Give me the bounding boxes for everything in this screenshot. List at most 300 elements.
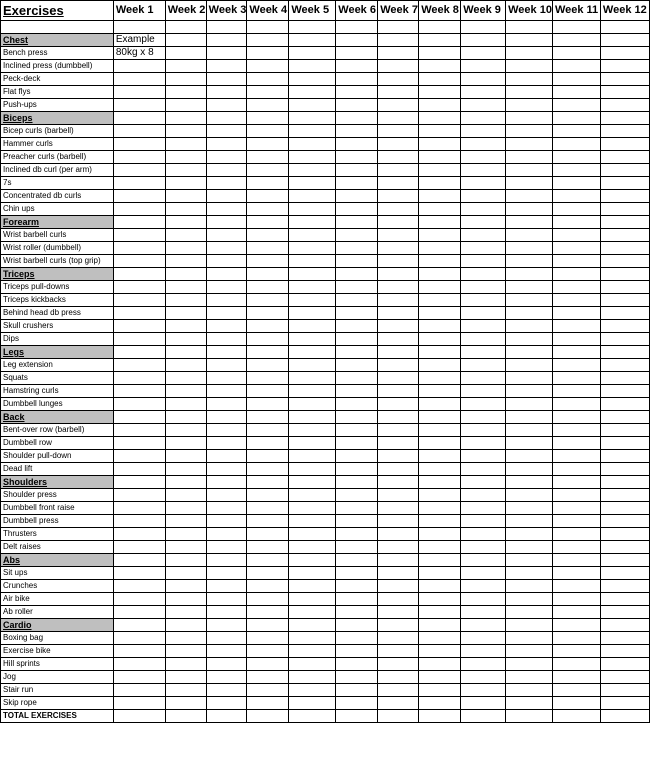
log-cell[interactable] bbox=[552, 450, 600, 463]
log-cell[interactable] bbox=[378, 190, 419, 203]
log-cell[interactable] bbox=[113, 190, 165, 203]
log-cell[interactable] bbox=[461, 125, 506, 138]
log-cell[interactable] bbox=[378, 359, 419, 372]
log-cell[interactable] bbox=[289, 398, 336, 411]
log-cell[interactable] bbox=[289, 346, 336, 359]
log-cell[interactable] bbox=[506, 437, 553, 450]
log-cell[interactable] bbox=[165, 307, 206, 320]
log-cell[interactable] bbox=[113, 671, 165, 684]
log-cell[interactable] bbox=[419, 541, 461, 554]
log-cell[interactable] bbox=[506, 203, 553, 216]
log-cell[interactable] bbox=[552, 203, 600, 216]
log-cell[interactable] bbox=[206, 333, 247, 346]
log-cell[interactable] bbox=[113, 541, 165, 554]
log-cell[interactable] bbox=[289, 372, 336, 385]
log-cell[interactable] bbox=[419, 424, 461, 437]
log-cell[interactable] bbox=[600, 333, 649, 346]
log-cell[interactable] bbox=[378, 99, 419, 112]
log-cell[interactable] bbox=[552, 684, 600, 697]
log-cell[interactable] bbox=[336, 164, 378, 177]
log-cell[interactable] bbox=[461, 710, 506, 723]
log-cell[interactable] bbox=[165, 424, 206, 437]
log-cell[interactable] bbox=[206, 476, 247, 489]
log-cell[interactable] bbox=[378, 73, 419, 86]
log-cell[interactable] bbox=[506, 463, 553, 476]
log-cell[interactable] bbox=[506, 190, 553, 203]
log-cell[interactable] bbox=[378, 515, 419, 528]
log-cell[interactable] bbox=[206, 99, 247, 112]
log-cell[interactable] bbox=[461, 411, 506, 424]
log-cell[interactable] bbox=[247, 125, 289, 138]
log-cell[interactable] bbox=[419, 281, 461, 294]
log-cell[interactable] bbox=[336, 580, 378, 593]
log-cell[interactable] bbox=[336, 437, 378, 450]
log-cell[interactable] bbox=[336, 190, 378, 203]
log-cell[interactable] bbox=[552, 47, 600, 60]
log-cell[interactable] bbox=[506, 346, 553, 359]
log-cell[interactable] bbox=[206, 47, 247, 60]
log-cell[interactable] bbox=[289, 554, 336, 567]
log-cell[interactable] bbox=[247, 463, 289, 476]
log-cell[interactable] bbox=[600, 385, 649, 398]
log-cell[interactable] bbox=[247, 47, 289, 60]
log-cell[interactable] bbox=[336, 424, 378, 437]
log-cell[interactable] bbox=[336, 463, 378, 476]
log-cell[interactable] bbox=[378, 632, 419, 645]
log-cell[interactable] bbox=[552, 580, 600, 593]
log-cell[interactable] bbox=[336, 489, 378, 502]
log-cell[interactable] bbox=[336, 21, 378, 34]
log-cell[interactable] bbox=[506, 502, 553, 515]
log-cell[interactable] bbox=[336, 541, 378, 554]
log-cell[interactable] bbox=[289, 580, 336, 593]
log-cell[interactable] bbox=[378, 489, 419, 502]
log-cell[interactable] bbox=[378, 684, 419, 697]
log-cell[interactable] bbox=[206, 86, 247, 99]
log-cell[interactable] bbox=[206, 359, 247, 372]
log-cell[interactable] bbox=[336, 385, 378, 398]
log-cell[interactable] bbox=[113, 73, 165, 86]
log-cell[interactable] bbox=[378, 307, 419, 320]
log-cell[interactable] bbox=[552, 437, 600, 450]
log-cell[interactable] bbox=[600, 307, 649, 320]
log-cell[interactable] bbox=[600, 619, 649, 632]
log-cell[interactable] bbox=[461, 359, 506, 372]
log-cell[interactable] bbox=[336, 125, 378, 138]
log-cell[interactable] bbox=[289, 463, 336, 476]
log-cell[interactable] bbox=[113, 424, 165, 437]
log-cell[interactable] bbox=[247, 671, 289, 684]
log-cell[interactable] bbox=[378, 710, 419, 723]
log-cell[interactable] bbox=[378, 320, 419, 333]
log-cell[interactable] bbox=[336, 372, 378, 385]
log-cell[interactable] bbox=[206, 619, 247, 632]
log-cell[interactable] bbox=[506, 411, 553, 424]
log-cell[interactable] bbox=[506, 307, 553, 320]
log-cell[interactable] bbox=[506, 658, 553, 671]
log-cell[interactable] bbox=[506, 242, 553, 255]
log-cell[interactable] bbox=[206, 489, 247, 502]
log-cell[interactable] bbox=[289, 671, 336, 684]
log-cell[interactable] bbox=[206, 645, 247, 658]
log-cell[interactable] bbox=[506, 476, 553, 489]
log-cell[interactable] bbox=[289, 294, 336, 307]
log-cell[interactable] bbox=[247, 476, 289, 489]
log-cell[interactable] bbox=[165, 281, 206, 294]
log-cell[interactable] bbox=[600, 359, 649, 372]
log-cell[interactable] bbox=[336, 73, 378, 86]
log-cell[interactable] bbox=[506, 268, 553, 281]
log-cell[interactable] bbox=[165, 580, 206, 593]
log-cell[interactable] bbox=[506, 398, 553, 411]
log-cell[interactable] bbox=[461, 229, 506, 242]
log-cell[interactable] bbox=[165, 541, 206, 554]
log-cell[interactable] bbox=[461, 190, 506, 203]
log-cell[interactable] bbox=[552, 515, 600, 528]
log-cell[interactable] bbox=[113, 294, 165, 307]
log-cell[interactable] bbox=[461, 242, 506, 255]
log-cell[interactable] bbox=[419, 99, 461, 112]
log-cell[interactable] bbox=[419, 177, 461, 190]
log-cell[interactable] bbox=[552, 528, 600, 541]
log-cell[interactable] bbox=[552, 255, 600, 268]
log-cell[interactable] bbox=[206, 242, 247, 255]
log-cell[interactable] bbox=[165, 268, 206, 281]
log-cell[interactable] bbox=[165, 398, 206, 411]
log-cell[interactable] bbox=[506, 632, 553, 645]
log-cell[interactable] bbox=[247, 372, 289, 385]
log-cell[interactable] bbox=[113, 528, 165, 541]
log-cell[interactable] bbox=[600, 476, 649, 489]
log-cell[interactable] bbox=[113, 476, 165, 489]
log-cell[interactable] bbox=[552, 216, 600, 229]
log-cell[interactable] bbox=[247, 346, 289, 359]
log-cell[interactable] bbox=[206, 73, 247, 86]
log-cell[interactable] bbox=[336, 645, 378, 658]
log-cell[interactable] bbox=[336, 632, 378, 645]
log-cell[interactable] bbox=[247, 203, 289, 216]
log-cell[interactable] bbox=[165, 138, 206, 151]
log-cell[interactable] bbox=[600, 554, 649, 567]
log-cell[interactable] bbox=[206, 567, 247, 580]
log-cell[interactable] bbox=[600, 21, 649, 34]
log-cell[interactable] bbox=[378, 671, 419, 684]
log-cell[interactable] bbox=[600, 242, 649, 255]
log-cell[interactable] bbox=[336, 216, 378, 229]
log-cell[interactable] bbox=[600, 34, 649, 47]
log-cell[interactable] bbox=[461, 281, 506, 294]
log-cell[interactable] bbox=[206, 255, 247, 268]
log-cell[interactable] bbox=[289, 710, 336, 723]
log-cell[interactable] bbox=[419, 606, 461, 619]
log-cell[interactable] bbox=[552, 164, 600, 177]
log-cell[interactable] bbox=[165, 60, 206, 73]
log-cell[interactable] bbox=[378, 255, 419, 268]
log-cell[interactable] bbox=[461, 515, 506, 528]
log-cell[interactable] bbox=[600, 294, 649, 307]
log-cell[interactable] bbox=[600, 580, 649, 593]
log-cell[interactable] bbox=[419, 658, 461, 671]
log-cell[interactable] bbox=[600, 346, 649, 359]
log-cell[interactable] bbox=[289, 645, 336, 658]
log-cell[interactable] bbox=[419, 190, 461, 203]
log-cell[interactable] bbox=[165, 294, 206, 307]
log-cell[interactable] bbox=[289, 502, 336, 515]
log-cell[interactable] bbox=[419, 229, 461, 242]
log-cell[interactable] bbox=[506, 359, 553, 372]
log-cell[interactable] bbox=[600, 73, 649, 86]
log-cell[interactable] bbox=[552, 658, 600, 671]
log-cell[interactable] bbox=[461, 450, 506, 463]
log-cell[interactable] bbox=[206, 632, 247, 645]
log-cell[interactable] bbox=[419, 515, 461, 528]
log-cell[interactable] bbox=[289, 489, 336, 502]
log-cell[interactable] bbox=[419, 112, 461, 125]
log-cell[interactable] bbox=[165, 684, 206, 697]
log-cell[interactable] bbox=[419, 463, 461, 476]
log-cell[interactable] bbox=[552, 541, 600, 554]
log-cell[interactable] bbox=[419, 333, 461, 346]
log-cell[interactable] bbox=[206, 281, 247, 294]
log-cell[interactable] bbox=[461, 60, 506, 73]
log-cell[interactable] bbox=[461, 645, 506, 658]
log-cell[interactable] bbox=[165, 645, 206, 658]
log-cell[interactable] bbox=[461, 99, 506, 112]
log-cell[interactable] bbox=[552, 125, 600, 138]
log-cell[interactable] bbox=[378, 294, 419, 307]
log-cell[interactable] bbox=[600, 216, 649, 229]
log-cell[interactable] bbox=[506, 645, 553, 658]
log-cell[interactable] bbox=[113, 346, 165, 359]
log-cell[interactable] bbox=[600, 658, 649, 671]
log-cell[interactable] bbox=[113, 385, 165, 398]
log-cell[interactable] bbox=[506, 450, 553, 463]
log-cell[interactable] bbox=[506, 671, 553, 684]
log-cell[interactable] bbox=[289, 476, 336, 489]
log-cell[interactable] bbox=[552, 242, 600, 255]
log-cell[interactable] bbox=[247, 502, 289, 515]
log-cell[interactable] bbox=[552, 606, 600, 619]
log-cell[interactable] bbox=[378, 567, 419, 580]
log-cell[interactable] bbox=[552, 281, 600, 294]
log-cell[interactable] bbox=[289, 60, 336, 73]
blank-cell[interactable] bbox=[1, 21, 114, 34]
log-cell[interactable] bbox=[552, 99, 600, 112]
log-cell[interactable] bbox=[419, 359, 461, 372]
log-cell[interactable] bbox=[506, 294, 553, 307]
log-cell[interactable] bbox=[165, 463, 206, 476]
log-cell[interactable] bbox=[600, 515, 649, 528]
log-cell[interactable] bbox=[600, 86, 649, 99]
log-cell[interactable] bbox=[461, 671, 506, 684]
log-cell[interactable] bbox=[289, 307, 336, 320]
log-cell[interactable] bbox=[247, 34, 289, 47]
log-cell[interactable] bbox=[378, 60, 419, 73]
log-cell[interactable] bbox=[600, 177, 649, 190]
log-cell[interactable] bbox=[461, 632, 506, 645]
log-cell[interactable] bbox=[378, 398, 419, 411]
log-cell[interactable] bbox=[165, 216, 206, 229]
log-cell[interactable] bbox=[552, 21, 600, 34]
log-cell[interactable] bbox=[113, 138, 165, 151]
log-cell[interactable] bbox=[113, 21, 165, 34]
log-cell[interactable] bbox=[461, 86, 506, 99]
log-cell[interactable] bbox=[113, 645, 165, 658]
log-cell[interactable] bbox=[113, 242, 165, 255]
log-cell[interactable] bbox=[113, 632, 165, 645]
log-cell[interactable] bbox=[289, 73, 336, 86]
log-cell[interactable] bbox=[419, 437, 461, 450]
log-cell[interactable] bbox=[289, 255, 336, 268]
log-cell[interactable] bbox=[206, 346, 247, 359]
log-cell[interactable] bbox=[552, 619, 600, 632]
log-cell[interactable] bbox=[247, 567, 289, 580]
log-cell[interactable] bbox=[113, 398, 165, 411]
log-cell[interactable] bbox=[113, 99, 165, 112]
log-cell[interactable] bbox=[113, 567, 165, 580]
log-cell[interactable] bbox=[165, 255, 206, 268]
log-cell[interactable] bbox=[206, 34, 247, 47]
log-cell[interactable] bbox=[378, 333, 419, 346]
log-cell[interactable] bbox=[206, 450, 247, 463]
log-cell[interactable] bbox=[247, 606, 289, 619]
log-cell[interactable] bbox=[552, 229, 600, 242]
log-cell[interactable] bbox=[461, 372, 506, 385]
log-cell[interactable] bbox=[378, 476, 419, 489]
log-cell[interactable] bbox=[506, 151, 553, 164]
log-cell[interactable] bbox=[461, 112, 506, 125]
log-cell[interactable] bbox=[289, 385, 336, 398]
log-cell[interactable] bbox=[206, 307, 247, 320]
log-cell[interactable] bbox=[206, 112, 247, 125]
log-cell[interactable] bbox=[206, 515, 247, 528]
log-cell[interactable] bbox=[461, 138, 506, 151]
log-cell[interactable] bbox=[461, 476, 506, 489]
log-cell[interactable] bbox=[461, 528, 506, 541]
log-cell[interactable] bbox=[506, 606, 553, 619]
log-cell[interactable] bbox=[506, 255, 553, 268]
log-cell[interactable] bbox=[552, 320, 600, 333]
log-cell[interactable] bbox=[165, 476, 206, 489]
log-cell[interactable] bbox=[552, 398, 600, 411]
log-cell[interactable] bbox=[600, 606, 649, 619]
log-cell[interactable] bbox=[506, 112, 553, 125]
log-cell[interactable] bbox=[461, 307, 506, 320]
log-cell[interactable] bbox=[336, 684, 378, 697]
log-cell[interactable] bbox=[552, 411, 600, 424]
log-cell[interactable] bbox=[113, 177, 165, 190]
log-cell[interactable] bbox=[165, 489, 206, 502]
log-cell[interactable] bbox=[289, 86, 336, 99]
log-cell[interactable] bbox=[247, 333, 289, 346]
log-cell[interactable] bbox=[378, 203, 419, 216]
log-cell[interactable] bbox=[336, 86, 378, 99]
log-cell[interactable] bbox=[461, 697, 506, 710]
log-cell[interactable] bbox=[289, 684, 336, 697]
log-cell[interactable] bbox=[419, 645, 461, 658]
log-cell[interactable] bbox=[113, 216, 165, 229]
log-cell[interactable] bbox=[247, 385, 289, 398]
log-cell[interactable] bbox=[206, 684, 247, 697]
log-cell[interactable] bbox=[206, 164, 247, 177]
log-cell[interactable] bbox=[506, 99, 553, 112]
log-cell[interactable] bbox=[419, 320, 461, 333]
log-cell[interactable] bbox=[600, 203, 649, 216]
log-cell[interactable] bbox=[113, 151, 165, 164]
log-cell[interactable] bbox=[247, 112, 289, 125]
log-cell[interactable] bbox=[206, 424, 247, 437]
log-cell[interactable] bbox=[289, 151, 336, 164]
log-cell[interactable] bbox=[506, 593, 553, 606]
log-cell[interactable] bbox=[378, 502, 419, 515]
log-cell[interactable] bbox=[600, 47, 649, 60]
log-cell[interactable] bbox=[336, 320, 378, 333]
log-cell[interactable] bbox=[461, 463, 506, 476]
log-cell[interactable] bbox=[247, 268, 289, 281]
log-cell[interactable] bbox=[600, 528, 649, 541]
log-cell[interactable] bbox=[336, 281, 378, 294]
log-cell[interactable] bbox=[206, 463, 247, 476]
log-cell[interactable] bbox=[113, 502, 165, 515]
log-cell[interactable] bbox=[419, 567, 461, 580]
log-cell[interactable] bbox=[378, 593, 419, 606]
log-cell[interactable] bbox=[419, 580, 461, 593]
log-cell[interactable] bbox=[336, 398, 378, 411]
log-cell[interactable] bbox=[113, 593, 165, 606]
log-cell[interactable] bbox=[600, 268, 649, 281]
log-cell[interactable] bbox=[461, 619, 506, 632]
log-cell[interactable] bbox=[289, 47, 336, 60]
log-cell[interactable] bbox=[378, 47, 419, 60]
log-cell[interactable] bbox=[419, 73, 461, 86]
log-cell[interactable] bbox=[247, 554, 289, 567]
log-cell[interactable] bbox=[206, 177, 247, 190]
log-cell[interactable] bbox=[247, 489, 289, 502]
log-cell[interactable] bbox=[419, 450, 461, 463]
log-cell[interactable] bbox=[289, 125, 336, 138]
log-cell[interactable] bbox=[247, 515, 289, 528]
log-cell[interactable] bbox=[506, 177, 553, 190]
log-cell[interactable] bbox=[461, 203, 506, 216]
log-cell[interactable] bbox=[289, 229, 336, 242]
log-cell[interactable] bbox=[336, 606, 378, 619]
log-cell[interactable] bbox=[461, 346, 506, 359]
log-cell[interactable] bbox=[289, 359, 336, 372]
log-cell[interactable] bbox=[378, 21, 419, 34]
log-cell[interactable] bbox=[289, 281, 336, 294]
log-cell[interactable] bbox=[113, 437, 165, 450]
log-cell[interactable] bbox=[419, 216, 461, 229]
log-cell[interactable] bbox=[206, 411, 247, 424]
log-cell[interactable] bbox=[600, 151, 649, 164]
log-cell[interactable] bbox=[165, 606, 206, 619]
log-cell[interactable] bbox=[506, 580, 553, 593]
log-cell[interactable] bbox=[378, 463, 419, 476]
log-cell[interactable] bbox=[247, 541, 289, 554]
log-cell[interactable] bbox=[378, 528, 419, 541]
log-cell[interactable] bbox=[289, 190, 336, 203]
log-cell[interactable] bbox=[206, 320, 247, 333]
log-cell[interactable] bbox=[165, 437, 206, 450]
log-cell[interactable] bbox=[336, 229, 378, 242]
log-cell[interactable] bbox=[336, 151, 378, 164]
log-cell[interactable] bbox=[336, 34, 378, 47]
log-cell[interactable] bbox=[506, 229, 553, 242]
log-cell[interactable] bbox=[419, 684, 461, 697]
log-cell[interactable] bbox=[552, 268, 600, 281]
log-cell[interactable] bbox=[165, 112, 206, 125]
log-cell[interactable] bbox=[552, 476, 600, 489]
